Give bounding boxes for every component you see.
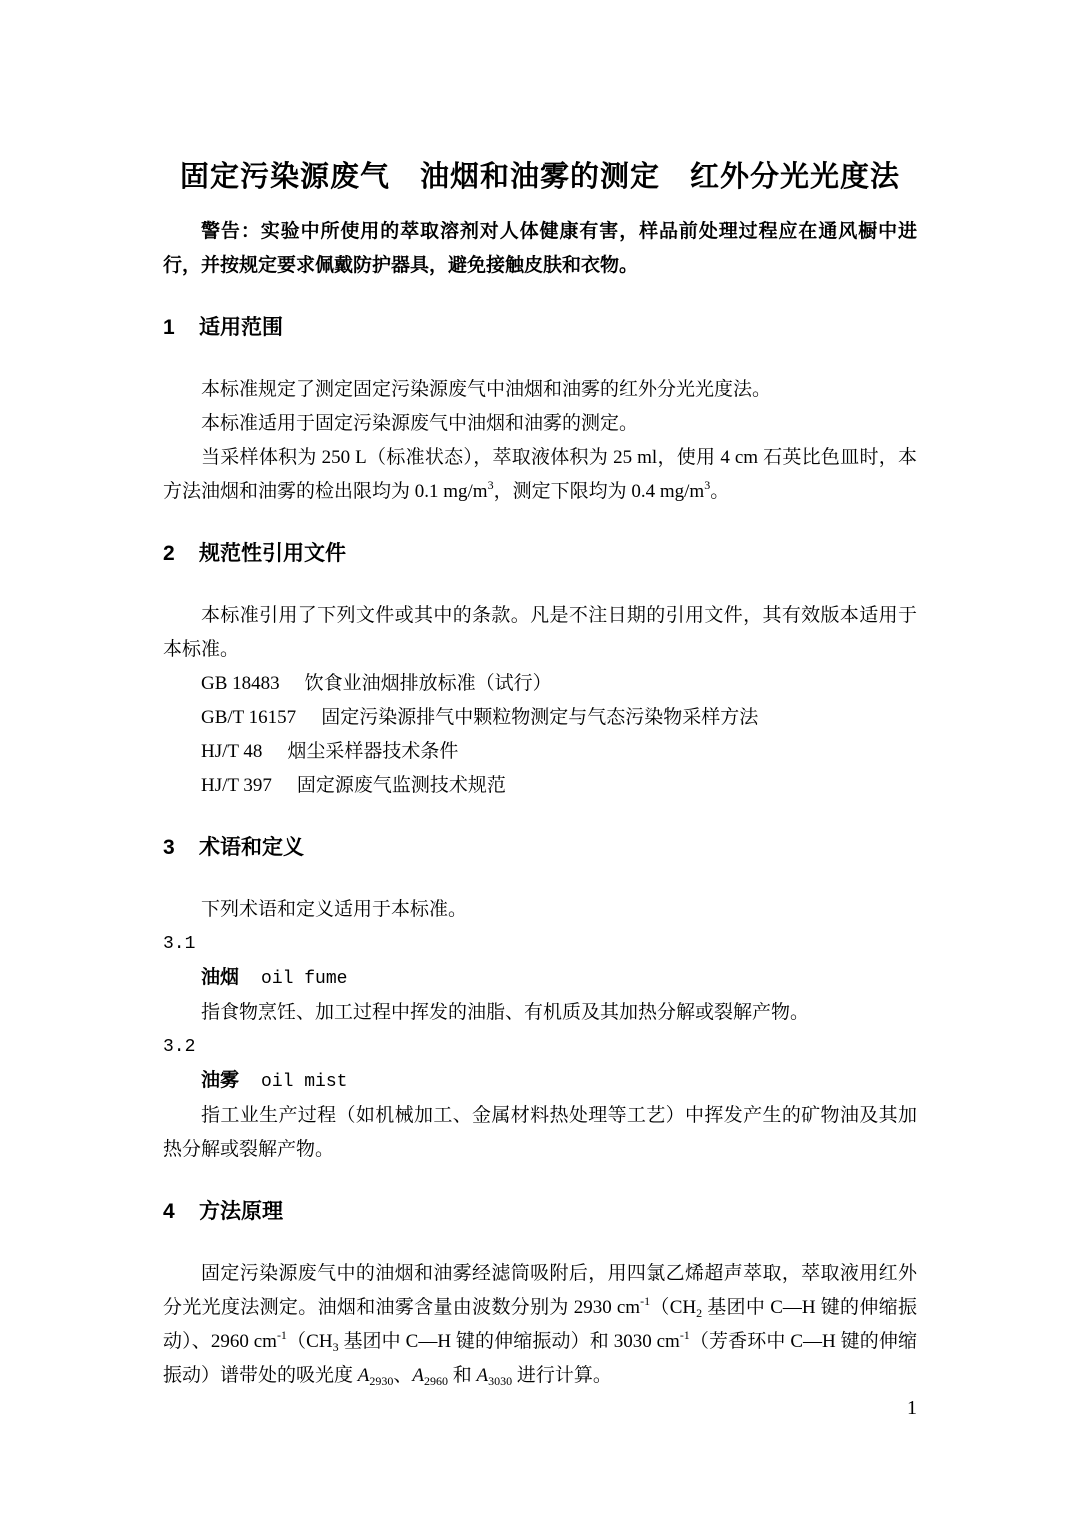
reference-item [163,735,917,769]
section-4-heading-text: 方法原理 [199,1200,283,1223]
term-definition: 指食物烹饪、加工过程中挥发的油脂、有机质及其加热分解或裂解产物。 [201,1002,810,1023]
section-2-number: 2 [163,542,175,565]
section-1-paragraph-3: 当采样体积为 250 L（标准状态），萃取液体积为 25 ml，使用 4 cm 石英比色皿时，本方法油烟和油雾的检出限均为 0.1 $mg/m^3$，测定下限均为 0.4 $mg/m^3$。 [163,447,917,502]
page-number: 1 [907,1397,917,1419]
term-english: oil mist [261,1072,348,1092]
term-chinese: 油雾 [201,1070,240,1091]
reference-title: 饮食业油烟排放标准（试行） [304,673,552,694]
section-3-heading-text: 术语和定义 [199,836,304,859]
section-2-heading-text: 规范性引用文件 [199,542,346,565]
reference-code: HJ/T 48 [201,741,263,762]
reference-item [163,667,917,701]
reference-title: 固定源废气监测技术规范 [296,775,506,796]
reference-title: 固定污染源排气中颗粒物测定与气态污染物采样方法 [321,707,759,728]
document-content [163,0,917,1393]
warning-paragraph: 警告：实验中所使用的萃取溶剂对人体健康有害，样品前处理过程应在通风橱中进行，并按规定要求佩戴防护器具，避免接触皮肤和衣物。 [163,221,917,276]
section-4-heading [163,1195,917,1229]
term-number: 3.1 [163,934,196,954]
section-1-number: 1 [163,316,175,339]
reference-item [163,701,917,735]
section-2-intro: 本标准引用了下列文件或其中的条款。凡是不注日期的引用文件，其有效版本适用于本标准。 [163,605,917,660]
term-title [163,961,917,996]
section-1-paragraph-2: 本标准适用于固定污染源废气中油烟和油雾的测定。 [201,413,639,434]
section-1-heading [163,311,917,345]
reference-code: GB/T 16157 [201,707,297,728]
section-3-heading [163,831,917,865]
term-definition: 指工业生产过程（如机械加工、金属材料热处理等工艺）中挥发产生的矿物油及其加热分解或裂解产物。 [163,1105,917,1160]
document-title: 固定污染源废气 油烟和油雾的测定 红外分光光度法 [179,161,900,193]
reference-item [163,769,917,803]
section-1-paragraph-1: 本标准规定了测定固定污染源废气中油烟和油雾的红外分光光度法。 [201,379,772,400]
reference-title: 烟尘采样器技术条件 [287,741,459,762]
term-title [163,1064,917,1099]
section-2-heading [163,537,917,571]
term-chinese: 油烟 [201,967,240,988]
section-1-heading-text: 适用范围 [199,316,283,339]
term-number: 3.2 [163,1037,196,1057]
section-4-paragraph: 固定污染源废气中的油烟和油雾经滤筒吸附后，用四氯乙烯超声萃取，萃取液用红外分光光度法测定。油烟和油雾含量由波数分别为 2930 $cm^{-1}(CH_2$ 基团中 C—H 键的伸缩振动）、2960 $cm^{-1}(CH_3$ 基团中 C—H 键的伸缩振动）和 3030 $cm^{-1}$（芳香环中 C—H 键的伸缩振动）谱带处的吸光度 $A_{2930}$、$A_{2960}$ 和 $A_{3030}$ 进行计算。 [163,1263,917,1388]
section-3-number: 3 [163,836,175,859]
reference-code: HJ/T 397 [201,775,272,796]
section-4-number: 4 [163,1200,175,1223]
term-english: oil fume [261,969,348,989]
section-3-intro: 下列术语和定义适用于本标准。 [201,899,468,920]
reference-code: GB 18483 [201,673,280,694]
